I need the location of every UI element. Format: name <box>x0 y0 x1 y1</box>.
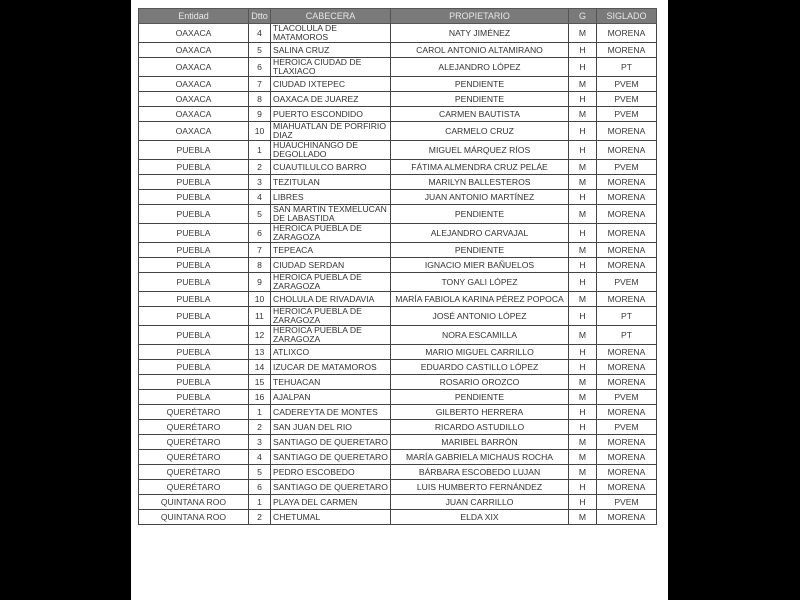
cell-dtto: 15 <box>249 375 271 390</box>
cell-g: H <box>569 405 597 420</box>
table-row <box>139 122 657 141</box>
cell-dtto: 5 <box>249 465 271 480</box>
cell-g: M <box>569 107 597 122</box>
cell-dtto: 3 <box>249 175 271 190</box>
cell-entidad: PUEBLA <box>139 224 249 243</box>
cell-g: H <box>569 258 597 273</box>
cell-g: H <box>569 224 597 243</box>
cell-entidad: PUEBLA <box>139 345 249 360</box>
cell-g: M <box>569 375 597 390</box>
cell-cabecera: LIBRES <box>271 190 391 205</box>
cell-propietario: MIGUEL MÁRQUEZ RÍOS <box>391 141 569 160</box>
cell-entidad: PUEBLA <box>139 390 249 405</box>
cell-g: H <box>569 122 597 141</box>
cell-entidad: QUINTANA ROO <box>139 510 249 525</box>
cell-propietario: RICARDO ASTUDILLO <box>391 420 569 435</box>
cell-entidad: PUEBLA <box>139 375 249 390</box>
cell-cabecera: CHOLULA DE RIVADAVIA <box>271 292 391 307</box>
cell-g: H <box>569 190 597 205</box>
cell-propietario: EDUARDO CASTILLO LÓPEZ <box>391 360 569 375</box>
cell-propietario: MARIBEL BARRÓN <box>391 435 569 450</box>
cell-siglado: PT <box>597 307 657 326</box>
cell-g: H <box>569 480 597 495</box>
cell-entidad: OAXACA <box>139 107 249 122</box>
cell-entidad: OAXACA <box>139 24 249 43</box>
cell-dtto: 1 <box>249 495 271 510</box>
cell-entidad: QUERÉTARO <box>139 435 249 450</box>
cell-propietario: GILBERTO HERRERA <box>391 405 569 420</box>
cell-dtto: 4 <box>249 190 271 205</box>
cell-siglado: MORENA <box>597 450 657 465</box>
cell-dtto: 1 <box>249 141 271 160</box>
cell-cabecera: PEDRO ESCOBEDO <box>271 465 391 480</box>
cell-g: H <box>569 58 597 77</box>
cell-dtto: 4 <box>249 450 271 465</box>
candidates-table <box>138 8 657 525</box>
cell-entidad: QUERÉTARO <box>139 465 249 480</box>
cell-g: H <box>569 495 597 510</box>
table-row <box>139 224 657 243</box>
table-row <box>139 175 657 190</box>
cell-entidad: PUEBLA <box>139 273 249 292</box>
header-propietario: PROPIETARIO <box>391 9 569 24</box>
table-row <box>139 107 657 122</box>
cell-entidad: PUEBLA <box>139 175 249 190</box>
cell-cabecera: SALINA CRUZ <box>271 43 391 58</box>
cell-cabecera: ATLIXCO <box>271 345 391 360</box>
table-row <box>139 205 657 224</box>
cell-g: M <box>569 24 597 43</box>
cell-siglado: MORENA <box>597 205 657 224</box>
cell-siglado: PVEM <box>597 273 657 292</box>
cell-propietario: PENDIENTE <box>391 92 569 107</box>
cell-cabecera: HEROICA PUEBLA DE ZARAGOZA <box>271 326 391 345</box>
cell-entidad: QUERÉTARO <box>139 420 249 435</box>
cell-siglado: MORENA <box>597 258 657 273</box>
cell-siglado: MORENA <box>597 43 657 58</box>
cell-dtto: 10 <box>249 292 271 307</box>
table-row <box>139 243 657 258</box>
cell-entidad: PUEBLA <box>139 205 249 224</box>
cell-siglado: PVEM <box>597 107 657 122</box>
cell-dtto: 8 <box>249 258 271 273</box>
cell-cabecera: PLAYA DEL CARMEN <box>271 495 391 510</box>
cell-siglado: PVEM <box>597 420 657 435</box>
table-row <box>139 160 657 175</box>
cell-entidad: PUEBLA <box>139 307 249 326</box>
table-row <box>139 307 657 326</box>
cell-g: M <box>569 205 597 224</box>
cell-entidad: QUERÉTARO <box>139 480 249 495</box>
cell-siglado: MORENA <box>597 465 657 480</box>
cell-siglado: PT <box>597 326 657 345</box>
cell-siglado: MORENA <box>597 435 657 450</box>
cell-g: H <box>569 141 597 160</box>
cell-entidad: PUEBLA <box>139 243 249 258</box>
cell-cabecera: CIUDAD IXTEPEC <box>271 77 391 92</box>
cell-dtto: 2 <box>249 510 271 525</box>
cell-cabecera: SANTIAGO DE QUERETARO <box>271 435 391 450</box>
cell-siglado: MORENA <box>597 480 657 495</box>
cell-g: M <box>569 160 597 175</box>
cell-propietario: PENDIENTE <box>391 390 569 405</box>
cell-dtto: 6 <box>249 58 271 77</box>
table-row <box>139 24 657 43</box>
cell-g: M <box>569 243 597 258</box>
cell-dtto: 7 <box>249 77 271 92</box>
cell-propietario: MARIO MIGUEL CARRILLO <box>391 345 569 360</box>
cell-propietario: BÁRBARA ESCOBEDO LUJAN <box>391 465 569 480</box>
cell-siglado: PVEM <box>597 77 657 92</box>
cell-cabecera: TEZITULAN <box>271 175 391 190</box>
cell-g: M <box>569 510 597 525</box>
cell-dtto: 13 <box>249 345 271 360</box>
cell-dtto: 9 <box>249 273 271 292</box>
cell-dtto: 9 <box>249 107 271 122</box>
table-row <box>139 345 657 360</box>
cell-propietario: JUAN ANTONIO MARTÍNEZ <box>391 190 569 205</box>
cell-cabecera: SANTIAGO DE QUERETARO <box>271 480 391 495</box>
cell-g: M <box>569 435 597 450</box>
cell-propietario: JOSÉ ANTONIO LÓPEZ <box>391 307 569 326</box>
table-row <box>139 292 657 307</box>
table-row <box>139 360 657 375</box>
cell-entidad: QUINTANA ROO <box>139 495 249 510</box>
table-row <box>139 390 657 405</box>
cell-entidad: PUEBLA <box>139 141 249 160</box>
table-row <box>139 375 657 390</box>
cell-cabecera: HEROICA PUEBLA DE ZARAGOZA <box>271 273 391 292</box>
header-entidad: Entidad <box>139 9 249 24</box>
table-header-row <box>139 9 657 24</box>
cell-dtto: 6 <box>249 224 271 243</box>
cell-cabecera: CADEREYTA DE MONTES <box>271 405 391 420</box>
cell-siglado: MORENA <box>597 345 657 360</box>
header-dtto: Dtto <box>249 9 271 24</box>
cell-cabecera: HUAUCHINANGO DE DEGOLLADO <box>271 141 391 160</box>
cell-propietario: TONY GALI LÓPEZ <box>391 273 569 292</box>
document-page <box>131 0 668 600</box>
cell-siglado: MORENA <box>597 141 657 160</box>
cell-cabecera: SAN JUAN DEL RIO <box>271 420 391 435</box>
table-row <box>139 58 657 77</box>
cell-siglado: PVEM <box>597 160 657 175</box>
cell-dtto: 2 <box>249 160 271 175</box>
cell-entidad: PUEBLA <box>139 160 249 175</box>
cell-entidad: OAXACA <box>139 43 249 58</box>
cell-cabecera: OAXACA DE JUAREZ <box>271 92 391 107</box>
table-row <box>139 43 657 58</box>
cell-g: M <box>569 77 597 92</box>
cell-dtto: 12 <box>249 326 271 345</box>
cell-propietario: CAROL ANTONIO ALTAMIRANO <box>391 43 569 58</box>
cell-propietario: ELDA XIX <box>391 510 569 525</box>
cell-g: H <box>569 420 597 435</box>
cell-siglado: MORENA <box>597 405 657 420</box>
cell-g: H <box>569 273 597 292</box>
header-siglado: SIGLADO <box>597 9 657 24</box>
cell-propietario: LUIS HUMBERTO FERNÁNDEZ <box>391 480 569 495</box>
cell-entidad: PUEBLA <box>139 190 249 205</box>
cell-g: M <box>569 450 597 465</box>
cell-propietario: MARÍA GABRIELA MICHAUS ROCHA <box>391 450 569 465</box>
cell-propietario: FÁTIMA ALMENDRA CRUZ PELÁE <box>391 160 569 175</box>
cell-cabecera: HEROICA PUEBLA DE ZARAGOZA <box>271 224 391 243</box>
cell-cabecera: CIUDAD SERDAN <box>271 258 391 273</box>
cell-dtto: 11 <box>249 307 271 326</box>
cell-cabecera: CUAUTILULCO BARRO <box>271 160 391 175</box>
cell-propietario: JUAN CARRILLO <box>391 495 569 510</box>
cell-siglado: MORENA <box>597 375 657 390</box>
cell-cabecera: TEPEACA <box>271 243 391 258</box>
cell-propietario: CARMELO CRUZ <box>391 122 569 141</box>
cell-entidad: PUEBLA <box>139 326 249 345</box>
table-row <box>139 480 657 495</box>
cell-propietario: IGNACIO MIER BAÑUELOS <box>391 258 569 273</box>
cell-siglado: PVEM <box>597 390 657 405</box>
cell-cabecera: IZUCAR DE MATAMOROS <box>271 360 391 375</box>
cell-cabecera: TEHUACAN <box>271 375 391 390</box>
cell-cabecera: SAN MARTIN TEXMELUCAN DE LABASTIDA <box>271 205 391 224</box>
cell-dtto: 8 <box>249 92 271 107</box>
table-row <box>139 258 657 273</box>
cell-g: M <box>569 175 597 190</box>
cell-cabecera: CHETUMAL <box>271 510 391 525</box>
cell-cabecera: HEROICA PUEBLA DE ZARAGOZA <box>271 307 391 326</box>
cell-dtto: 16 <box>249 390 271 405</box>
cell-siglado: MORENA <box>597 292 657 307</box>
table-row <box>139 450 657 465</box>
cell-g: H <box>569 360 597 375</box>
cell-propietario: ALEJANDRO CARVAJAL <box>391 224 569 243</box>
cell-cabecera: HEROICA CIUDAD DE TLAXIACO <box>271 58 391 77</box>
table-row <box>139 92 657 107</box>
cell-siglado: PVEM <box>597 495 657 510</box>
table-row <box>139 190 657 205</box>
cell-g: M <box>569 390 597 405</box>
cell-propietario: CARMEN BAUTISTA <box>391 107 569 122</box>
cell-entidad: OAXACA <box>139 58 249 77</box>
cell-siglado: MORENA <box>597 243 657 258</box>
table-row <box>139 465 657 480</box>
cell-dtto: 5 <box>249 205 271 224</box>
cell-dtto: 4 <box>249 24 271 43</box>
table-row <box>139 141 657 160</box>
cell-g: M <box>569 326 597 345</box>
cell-entidad: QUERÉTARO <box>139 450 249 465</box>
cell-propietario: NORA ESCAMILLA <box>391 326 569 345</box>
cell-cabecera: SANTIAGO DE QUERETARO <box>271 450 391 465</box>
cell-entidad: QUERÉTARO <box>139 405 249 420</box>
cell-siglado: MORENA <box>597 224 657 243</box>
cell-dtto: 2 <box>249 420 271 435</box>
cell-dtto: 14 <box>249 360 271 375</box>
cell-g: H <box>569 92 597 107</box>
cell-propietario: ROSARIO OROZCO <box>391 375 569 390</box>
cell-entidad: PUEBLA <box>139 258 249 273</box>
table-row <box>139 495 657 510</box>
table-row <box>139 77 657 92</box>
cell-propietario: NATY JIMÉNEZ <box>391 24 569 43</box>
cell-propietario: ALEJANDRO LÓPEZ <box>391 58 569 77</box>
cell-propietario: PENDIENTE <box>391 243 569 258</box>
cell-siglado: MORENA <box>597 24 657 43</box>
cell-cabecera: PUERTO ESCONDIDO <box>271 107 391 122</box>
cell-cabecera: AJALPAN <box>271 390 391 405</box>
table-row <box>139 326 657 345</box>
cell-dtto: 1 <box>249 405 271 420</box>
cell-g: M <box>569 292 597 307</box>
cell-cabecera: MIAHUATLAN DE PORFIRIO DIAZ <box>271 122 391 141</box>
cell-dtto: 6 <box>249 480 271 495</box>
cell-siglado: MORENA <box>597 175 657 190</box>
cell-entidad: OAXACA <box>139 92 249 107</box>
cell-dtto: 3 <box>249 435 271 450</box>
table-row <box>139 273 657 292</box>
header-cabecera: CABECERA <box>271 9 391 24</box>
cell-siglado: PVEM <box>597 92 657 107</box>
cell-siglado: MORENA <box>597 360 657 375</box>
cell-siglado: MORENA <box>597 122 657 141</box>
header-g: G <box>569 9 597 24</box>
cell-entidad: PUEBLA <box>139 360 249 375</box>
table-row <box>139 420 657 435</box>
cell-propietario: MARILYN BALLESTEROS <box>391 175 569 190</box>
cell-entidad: OAXACA <box>139 77 249 92</box>
cell-siglado: PT <box>597 58 657 77</box>
cell-g: H <box>569 307 597 326</box>
cell-g: M <box>569 465 597 480</box>
cell-propietario: PENDIENTE <box>391 77 569 92</box>
cell-g: H <box>569 43 597 58</box>
cell-g: H <box>569 345 597 360</box>
cell-entidad: OAXACA <box>139 122 249 141</box>
table-row <box>139 435 657 450</box>
cell-propietario: PENDIENTE <box>391 205 569 224</box>
table-row <box>139 405 657 420</box>
cell-entidad: PUEBLA <box>139 292 249 307</box>
cell-propietario: MARÍA FABIOLA KARINA PÉREZ POPOCA <box>391 292 569 307</box>
cell-siglado: MORENA <box>597 190 657 205</box>
cell-dtto: 7 <box>249 243 271 258</box>
cell-dtto: 10 <box>249 122 271 141</box>
table-row <box>139 510 657 525</box>
cell-siglado: MORENA <box>597 510 657 525</box>
cell-cabecera: TLACOLULA DE MATAMOROS <box>271 24 391 43</box>
cell-dtto: 5 <box>249 43 271 58</box>
